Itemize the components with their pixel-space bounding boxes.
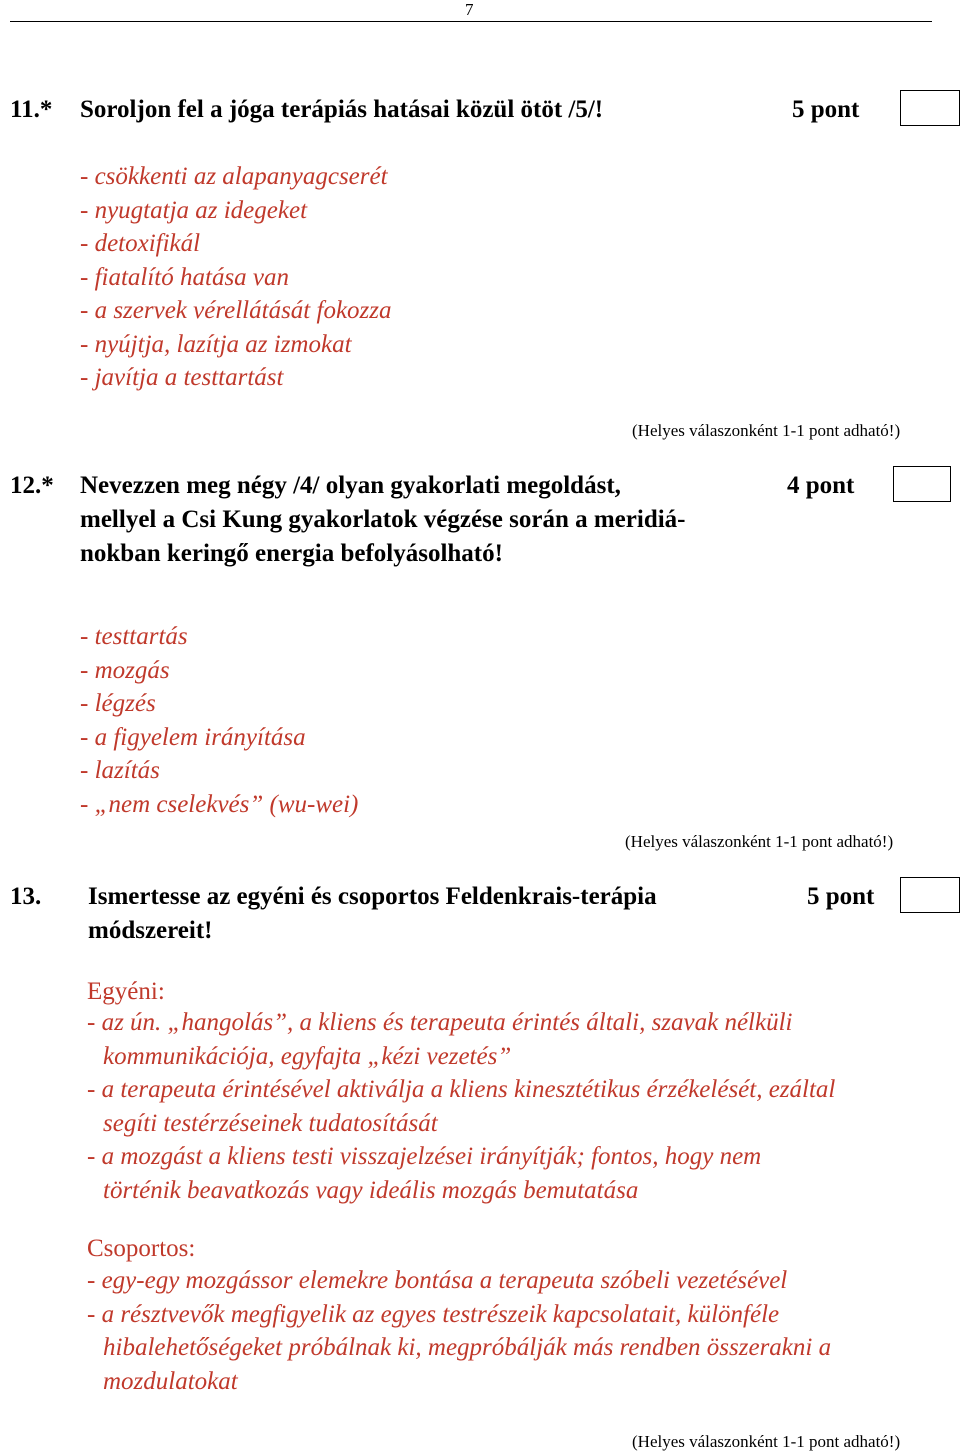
group-heading: Csoportos:	[87, 1235, 196, 1262]
header-rule	[10, 21, 932, 22]
answer-line: - testtartás	[80, 623, 188, 650]
group-answers	[87, 1264, 831, 1398]
question-12-line: mellyel a Csi Kung gyakorlatok végzése során a meridiá-	[80, 506, 686, 533]
question-13-line: Ismertesse az egyéni és csoportos Feldenkrais-terápia	[88, 883, 657, 910]
question-13-score-box[interactable]	[900, 877, 960, 913]
page-number: 7	[465, 0, 474, 19]
answer-line: történik beavatkozás vagy ideális mozgás bemutatása	[103, 1176, 639, 1204]
question-11-text: Soroljon fel a jóga terápiás hatásai közül ötöt /5/!	[80, 96, 604, 123]
answer-line: hibalehetőségeket próbálnak ki, megpróbálják más rendben összerakni a	[103, 1334, 832, 1361]
answer-line: - csökkenti az alapanyagcserét	[80, 163, 388, 190]
answer-line: segíti testérzéseinek tudatosítását	[103, 1109, 438, 1137]
question-11-points: 5 pont	[792, 96, 860, 123]
answer-line: - a résztvevők megfigyelik az egyes testrészeik kapcsolatait, különféle	[87, 1300, 780, 1328]
answer-line: - nyújtja, lazítja az izmokat	[80, 330, 352, 358]
question-13-text	[88, 880, 657, 948]
individual-answers	[87, 1006, 835, 1207]
question-11-number: 11.*	[10, 96, 53, 123]
answer-line: - lazítás	[80, 757, 160, 784]
question-12-answers	[80, 620, 358, 821]
question-13-number: 13.	[10, 883, 42, 910]
answer-line: mozdulatokat	[103, 1367, 238, 1395]
question-13-line: módszereit!	[88, 917, 213, 944]
question-12-line: Nevezzen meg négy /4/ olyan gyakorlati megoldást,	[80, 472, 621, 499]
answer-line: - légzés	[80, 690, 156, 717]
answer-line: - az ún. „hangolás”, a kliens és terapeuta érintés általi, szavak nélküli	[87, 1009, 793, 1036]
question-12-points: 4 pont	[787, 472, 855, 499]
answer-line: - egy-egy mozgássor elemekre bontása a terapeuta szóbeli vezetésével	[87, 1267, 788, 1294]
answer-line: - mozgás	[80, 656, 170, 684]
question-11-answers	[80, 160, 392, 395]
question-11-score-box[interactable]	[900, 90, 960, 126]
answer-line: - a figyelem irányítása	[80, 723, 306, 751]
answer-line: kommunikációja, egyfajta „kézi vezetés”	[103, 1042, 512, 1070]
answer-line: - a terapeuta érintésével aktiválja a kliens kinesztétikus érzékelését, ezáltal	[87, 1076, 836, 1103]
answer-line: - nyugtatja az idegeket	[80, 196, 308, 224]
question-12-number: 12.*	[10, 472, 54, 499]
question-12-score-box[interactable]	[893, 466, 951, 502]
answer-line: - a szervek vérellátását fokozza	[80, 297, 392, 324]
scoring-note-12: (Helyes válaszonként 1-1 pont adható!)	[625, 832, 894, 851]
answer-line: - a mozgást a kliens testi visszajelzései irányítják; fontos, hogy nem	[87, 1143, 762, 1170]
answer-line: - fiatalító hatása van	[80, 263, 290, 291]
question-13-points: 5 pont	[807, 883, 875, 910]
question-12-text	[80, 469, 686, 571]
answer-line: - „nem cselekvés” (wu-wei)	[80, 790, 359, 818]
scoring-note-11: (Helyes válaszonként 1-1 pont adható!)	[632, 421, 901, 440]
individual-heading: Egyéni:	[87, 978, 165, 1005]
scoring-note-13: (Helyes válaszonként 1-1 pont adható!)	[632, 1432, 901, 1451]
answer-line: - detoxifikál	[80, 230, 201, 257]
answer-line: - javítja a testtartást	[80, 364, 284, 391]
question-12-line: nokban keringő energia befolyásolható!	[80, 540, 503, 567]
